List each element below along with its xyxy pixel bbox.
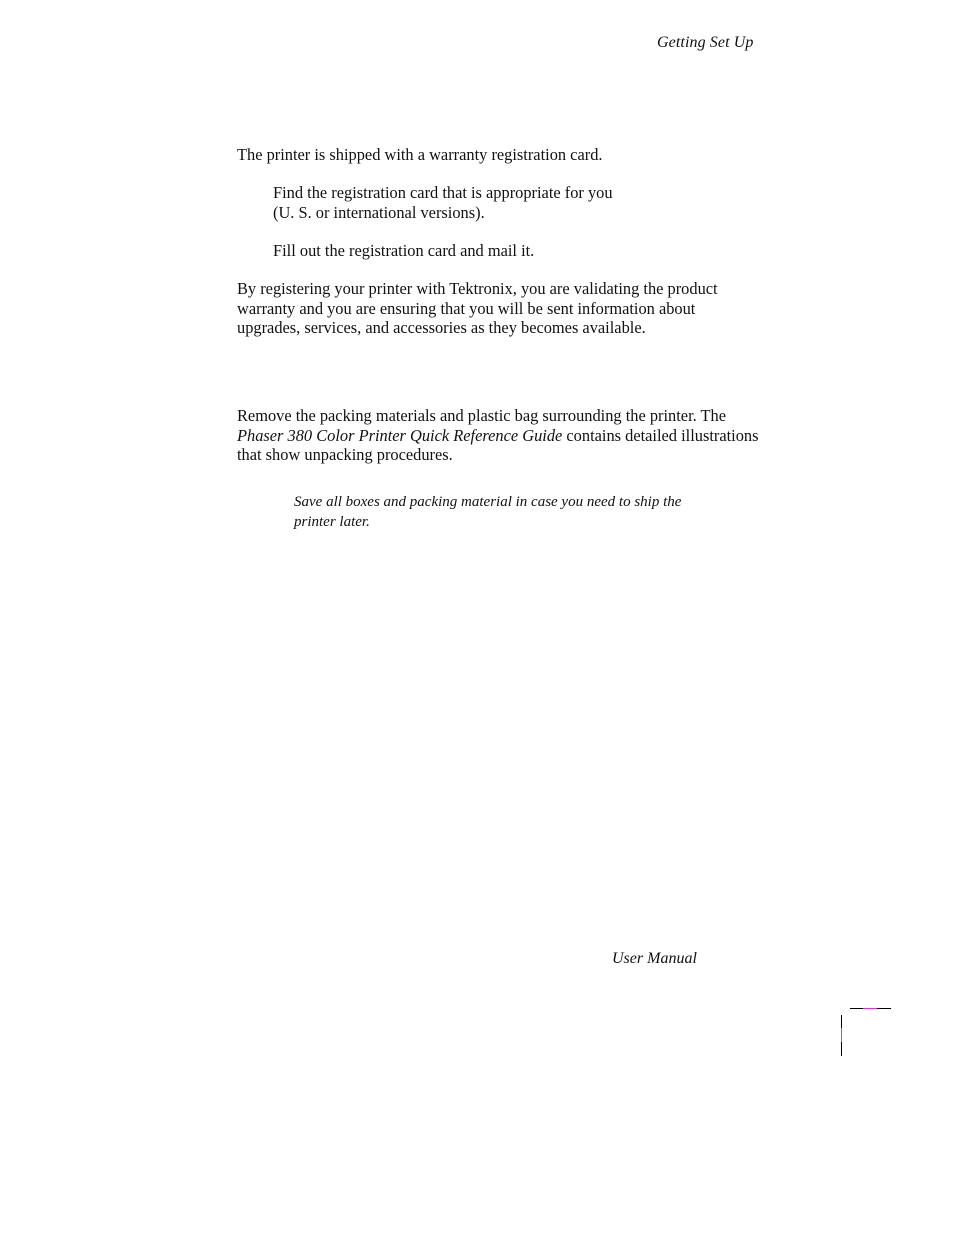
running-footer: User Manual [612, 950, 697, 967]
registration-line-2: warranty and you are ensuring that you will be sent information about [237, 298, 696, 318]
step-find-card [273, 183, 613, 222]
registration-paragraph [237, 279, 797, 338]
packing-note [294, 493, 734, 532]
unpacking-paragraph [237, 406, 797, 465]
unpacking-line-2 [237, 426, 797, 446]
unpacking-line-3: that show unpacking procedures. [237, 445, 453, 465]
step-find-card-line2: (U. S. or international versions). [273, 202, 485, 222]
packing-note-line-2: printer later. [294, 513, 370, 530]
intro-paragraph: The printer is shipped with a warranty registration card. [237, 145, 603, 164]
registration-line-1: By registering your printer with Tektronix, you are validating the product [237, 279, 718, 298]
packing-note-line-1: Save all boxes and packing material in case you need to ship the [294, 494, 682, 510]
crop-mark-vertical-accent [841, 1028, 842, 1042]
quick-reference-guide-title: Phaser 380 Color Printer Quick Reference Guide [237, 425, 563, 445]
step-mail-card: Fill out the registration card and mail it. [273, 241, 535, 260]
crop-mark-horizontal-accent [863, 1008, 877, 1009]
step-find-card-line1: Find the registration card that is appropriate for you [273, 183, 613, 202]
running-header: Getting Set Up [657, 34, 754, 51]
unpacking-line-1: Remove the packing materials and plastic bag surrounding the printer. The [237, 406, 727, 425]
unpacking-line-2-rest: contains detailed illustrations [562, 425, 759, 445]
registration-line-3: upgrades, services, and accessories as they becomes available. [237, 318, 646, 338]
